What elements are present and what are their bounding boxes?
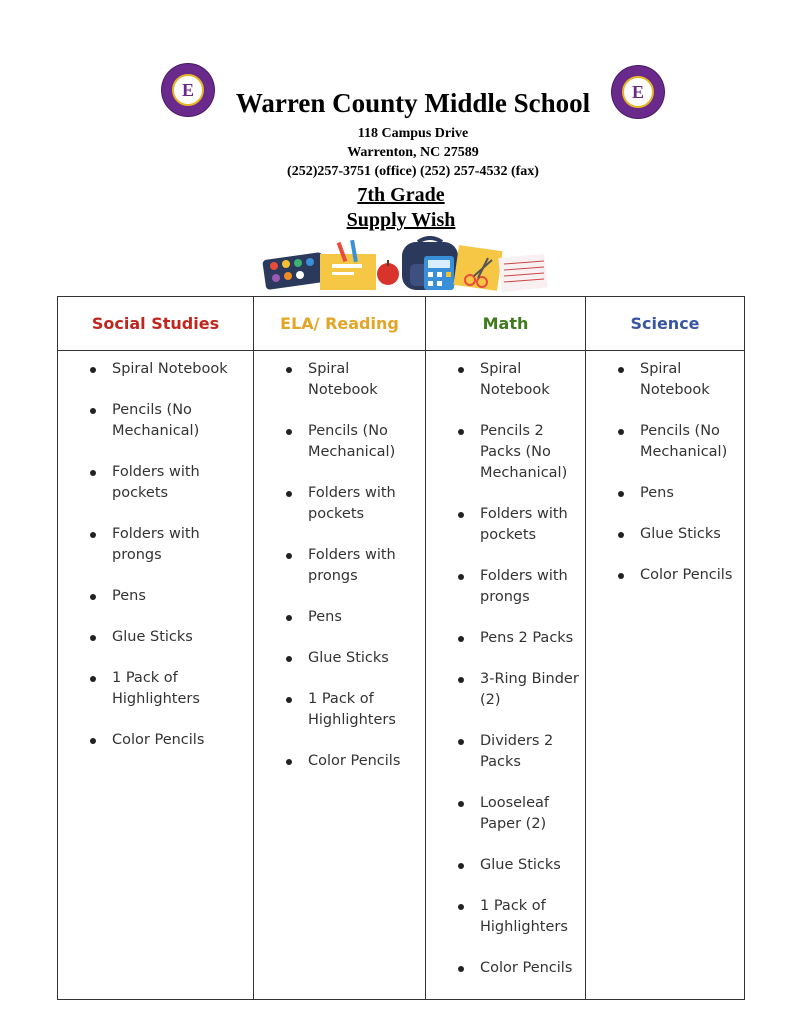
list-item: Spiral Notebook — [254, 359, 425, 401]
list-item: Folders with prongs — [426, 566, 585, 608]
phone-line: (252)257-3751 (office) (252) 257-4532 (fax) — [287, 164, 539, 179]
header-science: Science — [586, 297, 745, 351]
list-item: Folders with pockets — [426, 504, 585, 546]
grade-title: 7th Grade — [357, 184, 445, 206]
list-item: 3-Ring Binder (2) — [426, 669, 585, 711]
header-social-studies: Social Studies — [58, 297, 254, 351]
supply-list-science — [586, 351, 744, 586]
seal-letter: E — [631, 82, 644, 102]
list-item: Color Pencils — [426, 958, 585, 979]
list-item: Pencils (No Mechanical) — [58, 400, 253, 442]
column-social-studies — [58, 351, 254, 1000]
list-item: Pens — [586, 483, 744, 504]
supply-list-social-studies — [58, 351, 253, 751]
column-ela-reading — [254, 351, 426, 1000]
supply-list-ela-reading — [254, 351, 425, 772]
list-item: Pencils (No Mechanical) — [586, 421, 744, 463]
list-item: Glue Sticks — [586, 524, 744, 545]
list-item: Folders with prongs — [58, 524, 253, 566]
list-item: Pencils (No Mechanical) — [254, 421, 425, 463]
list-item: Spiral Notebook — [426, 359, 585, 401]
list-item: Folders with pockets — [58, 462, 253, 504]
column-math — [426, 351, 586, 1000]
table-header-row — [58, 297, 745, 351]
list-item: Looseleaf Paper (2) — [426, 793, 585, 835]
list-item: Spiral Notebook — [58, 359, 253, 380]
list-item: Glue Sticks — [426, 855, 585, 876]
list-item: Color Pencils — [586, 565, 744, 586]
supply-wish-title: Supply Wish — [346, 209, 456, 231]
list-item: Pens — [254, 607, 425, 628]
list-item: Spiral Notebook — [586, 359, 744, 401]
list-item: 1 Pack of Highlighters — [426, 896, 585, 938]
seal-letter: E — [181, 80, 194, 100]
list-item: 1 Pack of Highlighters — [58, 668, 253, 710]
header-math: Math — [426, 297, 586, 351]
address-line-2: Warrenton, NC 27589 — [347, 145, 479, 160]
list-item: Pencils 2 Packs (No Mechanical) — [426, 421, 585, 484]
list-item: Glue Sticks — [254, 648, 425, 669]
supply-list-math — [426, 351, 585, 979]
list-item: 1 Pack of Highlighters — [254, 689, 425, 731]
list-item: Pens — [58, 586, 253, 607]
list-item: Glue Sticks — [58, 627, 253, 648]
column-science — [586, 351, 745, 1000]
list-item: Dividers 2 Packs — [426, 731, 585, 773]
supply-table — [57, 296, 745, 1000]
address-line-1: 118 Campus Drive — [357, 126, 469, 141]
table-body-row — [58, 351, 745, 1000]
list-item: Folders with pockets — [254, 483, 425, 525]
list-item: Folders with prongs — [254, 545, 425, 587]
list-item: Color Pencils — [58, 730, 253, 751]
school-supplies-clipart — [262, 236, 550, 294]
header-ela-reading: ELA/ Reading — [254, 297, 426, 351]
school-name: Warren County Middle School — [235, 88, 591, 118]
list-item: Pens 2 Packs — [426, 628, 585, 649]
list-item: Color Pencils — [254, 751, 425, 772]
